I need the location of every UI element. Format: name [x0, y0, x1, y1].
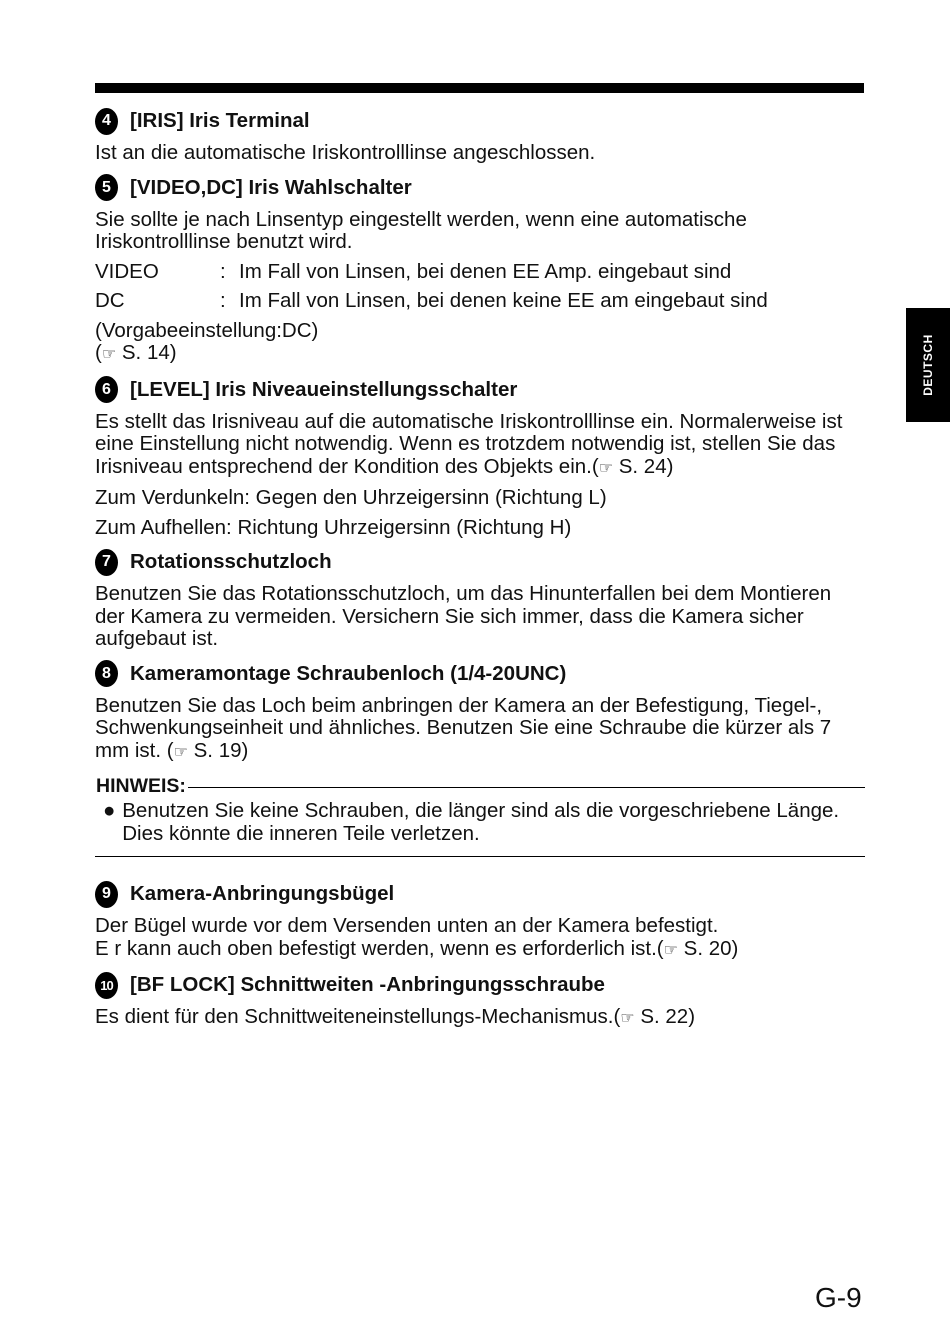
- ref-open: (: [95, 341, 102, 364]
- page-number: G-9: [815, 1282, 862, 1313]
- hand-pointer-icon: ☞: [620, 1010, 635, 1027]
- hand-pointer-icon: ☞: [598, 459, 614, 477]
- option-row-video: [95, 261, 865, 284]
- top-rule: [95, 83, 864, 93]
- section-heading-8: [95, 659, 865, 689]
- bullet-icon: ●: [103, 799, 116, 822]
- section-title: [BF LOCK] Schnittweiten -Anbringungsschraube: [130, 973, 605, 996]
- section-heading-9: [95, 879, 865, 909]
- section-text: Benutzen Sie das Rotationsschutzloch, um das Hinunterfallen bei dem Montieren der Kamera zu vermeiden. Versichern Sie sich immer, dass die Kamera sicher aufgebaut ist.: [95, 582, 832, 650]
- item-number-badge: 8: [95, 660, 118, 687]
- option-row-dc: [95, 290, 865, 313]
- section-text-line: Zum Aufhellen: Richtung Uhrzeigersinn (Richtung H): [95, 515, 572, 539]
- section-text: [95, 1006, 865, 1031]
- option-value: Im Fall von Linsen, bei denen keine EE am eingebaut sind: [239, 289, 768, 312]
- option-value: Im Fall von Linsen, bei denen EE Amp. eingebaut sind: [239, 259, 732, 283]
- option-separator: :: [220, 289, 226, 312]
- ref-text: S. 24): [618, 454, 674, 478]
- section-title: Rotationsschutzloch: [130, 550, 332, 573]
- section-title: [IRIS] Iris Terminal: [130, 109, 310, 132]
- language-tab-label: DEUTSCH: [921, 334, 936, 396]
- default-setting: (Vorgabeeinstellung:DC): [95, 318, 319, 342]
- page-reference: [95, 342, 865, 367]
- section-text: [95, 411, 865, 481]
- section-title: Kamera-Anbringungsbügel: [130, 882, 395, 905]
- item-number-badge: 4: [95, 108, 118, 135]
- note-label: HINWEIS:: [96, 774, 186, 797]
- section-title: [LEVEL] Iris Niveaueinstellungsschalter: [130, 377, 518, 401]
- section-text-body: E r kann auch oben befestigt werden, wenn es erforderlich ist.(: [95, 936, 664, 960]
- section-heading-6: [95, 375, 865, 405]
- note-box: [95, 774, 865, 857]
- section-text-body: Es stellt das Irisniveau auf die automatische Iriskontrolllinse ein. Normalerweise ist eine Einstellung nicht notwendig. Wenn es trotzdem notwendig ist, stellen Sie das Irisniveau entsprechend der Kondition des Objekts ein.(: [95, 409, 843, 478]
- option-key: DC: [95, 289, 125, 312]
- item-number-badge: 5: [95, 174, 118, 201]
- note-bullet-item: [95, 800, 865, 845]
- item-number-badge: 6: [95, 376, 118, 403]
- section-heading-4: [95, 106, 865, 136]
- note-text: Benutzen Sie keine Schrauben, die länger sind als die vorgeschriebene Länge. Dies könnte die inneren Teile verletzen.: [122, 799, 840, 845]
- section-heading-5: [95, 173, 865, 203]
- note-header: [95, 774, 865, 798]
- section-text-line: Der Bügel wurde vor dem Versenden unten an der Kamera befestigt.: [95, 914, 719, 937]
- option-key: VIDEO: [95, 259, 159, 283]
- hand-pointer-icon: ☞: [173, 743, 188, 761]
- language-tab: [906, 308, 950, 422]
- item-number-badge: 7: [95, 549, 118, 576]
- section-text-line: Zum Verdunkeln: Gegen den Uhrzeigersinn (Richtung L): [95, 486, 607, 509]
- hand-pointer-icon: ☞: [663, 941, 678, 959]
- option-separator: :: [220, 259, 226, 283]
- item-number-badge: 9: [95, 881, 118, 908]
- ref-text: S. 22): [640, 1005, 696, 1028]
- note-header-rule: [188, 787, 865, 788]
- section-text-line: [95, 938, 865, 963]
- section-text-body: Benutzen Sie das Loch beim anbringen der Kamera an der Befestigung, Tiegel-, Schwenkungseinheit und ähnliches. Benutzen Sie eine Schraube die kürzer als 7 mm ist. (: [95, 693, 832, 762]
- ref-text: S. 19): [193, 738, 249, 762]
- section-text-body: Es dient für den Schnittweiteneinstellungs-Mechanismus.(: [95, 1005, 621, 1028]
- hand-pointer-icon: ☞: [101, 346, 117, 363]
- section-heading-7: [95, 547, 865, 577]
- ref-text: S. 14): [121, 341, 177, 364]
- section-title: Kameramontage Schraubenloch (1/4-20UNC): [130, 661, 567, 685]
- section-text: Sie sollte je nach Linsentyp eingestellt werden, wenn eine automatische Iriskontrolllinse benutzt wird.: [95, 207, 747, 253]
- section-text: Ist an die automatische Iriskontrolllinse angeschlossen.: [95, 141, 596, 164]
- section-text: [95, 695, 865, 765]
- note-bottom-rule: [95, 856, 865, 857]
- ref-text: S. 20): [683, 936, 739, 960]
- page-content: [95, 106, 865, 1038]
- section-title: [VIDEO,DC] Iris Wahlschalter: [130, 175, 412, 199]
- item-number-badge: 10: [95, 972, 118, 999]
- section-heading-10: [95, 970, 865, 1000]
